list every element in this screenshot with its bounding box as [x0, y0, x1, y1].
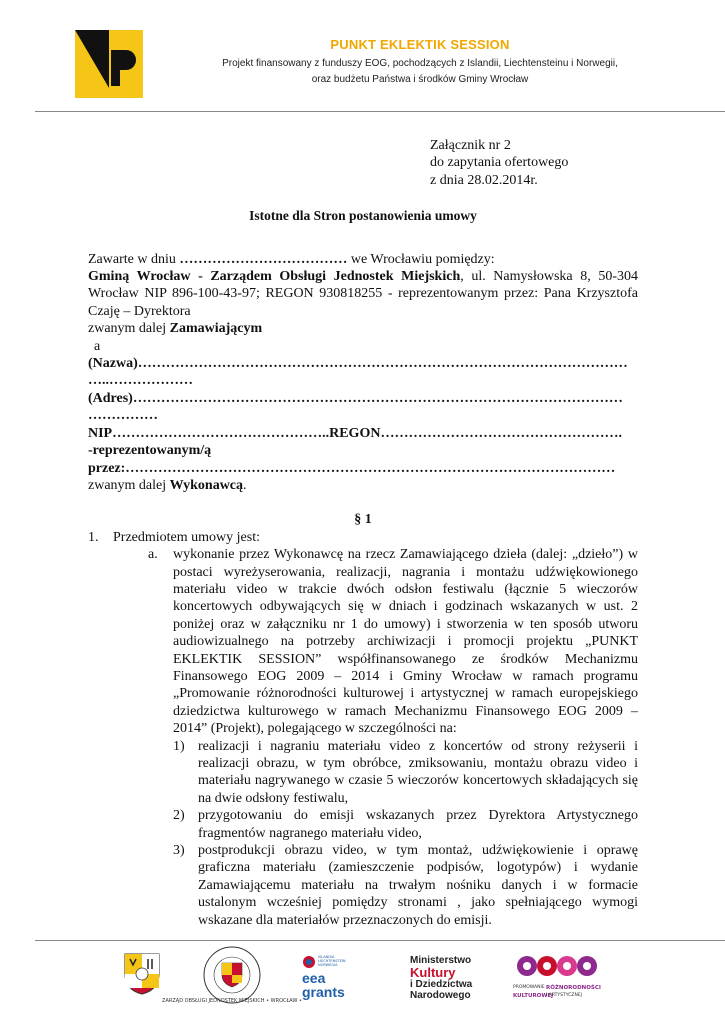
contractor-nip-regon: NIP………………………………………..REGON…………………………………………….	[88, 425, 622, 441]
contractor-name-field: (Nazwa)……………………………………………………………………………………………	[88, 356, 628, 372]
signed-date-blank: ………………………………	[179, 251, 348, 267]
list-item-number: 3)	[173, 843, 185, 859]
ministry-line-2: Kultury	[410, 965, 456, 980]
wroclaw-coat-of-arms-icon	[124, 953, 160, 1000]
grants-word: grants	[302, 984, 345, 1000]
ministry-line-4: Narodowego	[410, 990, 471, 1001]
org-name: PUNKT EKLEKTIK SESSION	[330, 37, 510, 52]
contractor-label: Wykonawcą	[169, 477, 244, 493]
called-prefix: zwanym dalej	[88, 321, 170, 337]
list-item	[173, 842, 638, 929]
list-item-number: 1)	[173, 738, 185, 754]
and-line: a	[94, 338, 101, 354]
item-letter: a.	[148, 547, 158, 563]
diversity-line-4: I ARTYSTYCZNEJ	[546, 993, 583, 998]
called-contractor-line	[88, 477, 638, 494]
called-client-line	[88, 320, 638, 337]
contractor-address-field: (Adres)……………………………………………………………………………………………	[88, 390, 623, 406]
diversity-line-2: RÓŻNORODNOŚCI	[546, 985, 601, 991]
period: .	[243, 477, 247, 493]
diversity-program-logo	[513, 955, 603, 1003]
attachment-line-2: do zapytania ofertowego	[430, 155, 569, 171]
ministry-line-1: Ministerstwo	[410, 955, 472, 966]
ministerstwo-kultury-logo	[410, 955, 482, 1005]
party-address: , ul. Namysłowska 8, 50-304 Wrocław NIP 896-100-43-97; REGON 930818255 - reprezentowanym przez: Pana Krzysztofa Czaję – Dyrektora	[88, 269, 638, 319]
item-a-text: wykonanie przez Wykonawcę na rzecz Zamawiającego dzieła (dalej: „dzieło”) w postaci wyreżyserowania, realizacji, nagrania i montażu udźwiękowionego materiału video w trakcie dwóch odsłon festiwalu (łącznie 5 wieczorów koncertowych odbywających się w dniach i godzinach wskazanych w ust. 2 poniżej oraz w załączniku nr 1 do umowy) i stworzenia w ten sposób utworu audiowizualnego na potrzeby archiwizacji i promocji projektu „PUNKT EKLEKTIK SESSION” współfinansowanego ze środków Mechanizmu Finansowego EOG 2009 – 2014 i Gminy Wrocław w ramach programu „Promowanie różnorodności kulturowej i artystycznej w ramach europejskiego dziedzictwa kulturowego w ramach Mechanizmu Finansowego EOG 2009 – 2014” (Projekt), polegającego w szczególności na:	[173, 547, 638, 737]
page-footer	[0, 945, 724, 1024]
eea-countries: ISLANDIA LIECHTENSTEIN NORWEGIA	[318, 955, 346, 967]
document-body	[88, 137, 638, 929]
eea-figure-icon	[302, 955, 316, 969]
diversity-line-3: KULTUROWEJ	[513, 993, 554, 999]
contractor-address-field-cont: ……………	[88, 408, 158, 424]
contractor-represented: -reprezentowanym/ą	[88, 443, 212, 459]
contractor-represented-by: przez:……………………………………………………………………………………………	[88, 460, 616, 476]
document-title: Istotne dla Stron postanowienia umowy	[249, 208, 477, 224]
party-name: Gminą Wrocław - Zarządem Obsługi Jednostek Miejskich	[88, 269, 461, 285]
item-text: Przedmiotem umowy jest:	[113, 529, 260, 545]
called-prefix: zwanym dalej	[88, 477, 170, 493]
zarzad-emblem	[162, 945, 302, 1010]
contractor-name-field-cont: …..………………	[88, 373, 193, 389]
list-item-text: postprodukcji obrazu video, w tym montaż, udźwiękowienie i oprawę graficzna materiału (zamieszczenie podpisów, logotypów) i wydanie Zamawiającemu materiału na trwałym nośniku danych i w formacie ustalonym wcześniej pomiędzy stronami , jako spełniającego wymogi wskazane dla materiałów przeznaczonych do emisji.	[198, 843, 638, 928]
attachment-line-3: z dnia 28.02.2014r.	[430, 172, 538, 188]
ministry-line-3: i Dziedzictwa	[410, 979, 473, 990]
list-item-text: przygotowaniu do emisji wskazanych przez Dyrektora Artystycznego fragmentów nagranego materiału video,	[198, 808, 638, 841]
list-item-number: 2)	[173, 808, 185, 824]
signed-suffix: we Wrocławiu pomiędzy:	[347, 251, 495, 267]
section-1-item-a	[148, 546, 638, 737]
funding-line-2: oraz budżetu Państwa i środków Gminy Wrocław	[311, 73, 529, 85]
punkt-logo-icon	[75, 30, 143, 98]
header-divider	[35, 111, 725, 112]
signed-line	[88, 251, 638, 268]
eea-word: eea	[302, 970, 326, 986]
client-label: Zamawiającym	[169, 321, 263, 337]
item-number: 1.	[88, 529, 99, 545]
section-1-heading: § 1	[354, 512, 372, 528]
diversity-circles-icon	[513, 955, 603, 979]
page-header	[0, 0, 724, 112]
list-item-text: realizacji i nagraniu materiału video z koncertów od strony reżyserii i realizacji obrazu, w tym obróbce, zmiksowaniu, montażu obrazu video i materiału nagrywanego w czasie 5 wieczorów koncertowych składających się na dwie odsłony festiwalu,	[198, 738, 638, 806]
funding-line-1: Projekt finansowany z funduszy EOG, pochodzących z Islandii, Liechtensteinu i Norwegii,	[222, 58, 618, 69]
header-text	[160, 37, 680, 85]
section-1-item-1	[88, 529, 638, 546]
eea-grants-logo	[302, 955, 362, 1003]
signed-prefix: Zawarte w dniu	[88, 251, 180, 267]
party-client	[88, 268, 638, 320]
footer-divider	[35, 940, 725, 941]
list-item	[173, 807, 638, 842]
attachment-line-1: Załącznik nr 2	[430, 138, 511, 153]
attachment-note	[430, 137, 638, 189]
list-item	[173, 738, 638, 808]
zarzad-ring-text: ZARZĄD OBSŁUGI JEDNOSTEK MIEJSKICH • WROCŁAW •	[162, 998, 302, 1004]
diversity-line-1: PROMOWANIE	[513, 985, 545, 990]
